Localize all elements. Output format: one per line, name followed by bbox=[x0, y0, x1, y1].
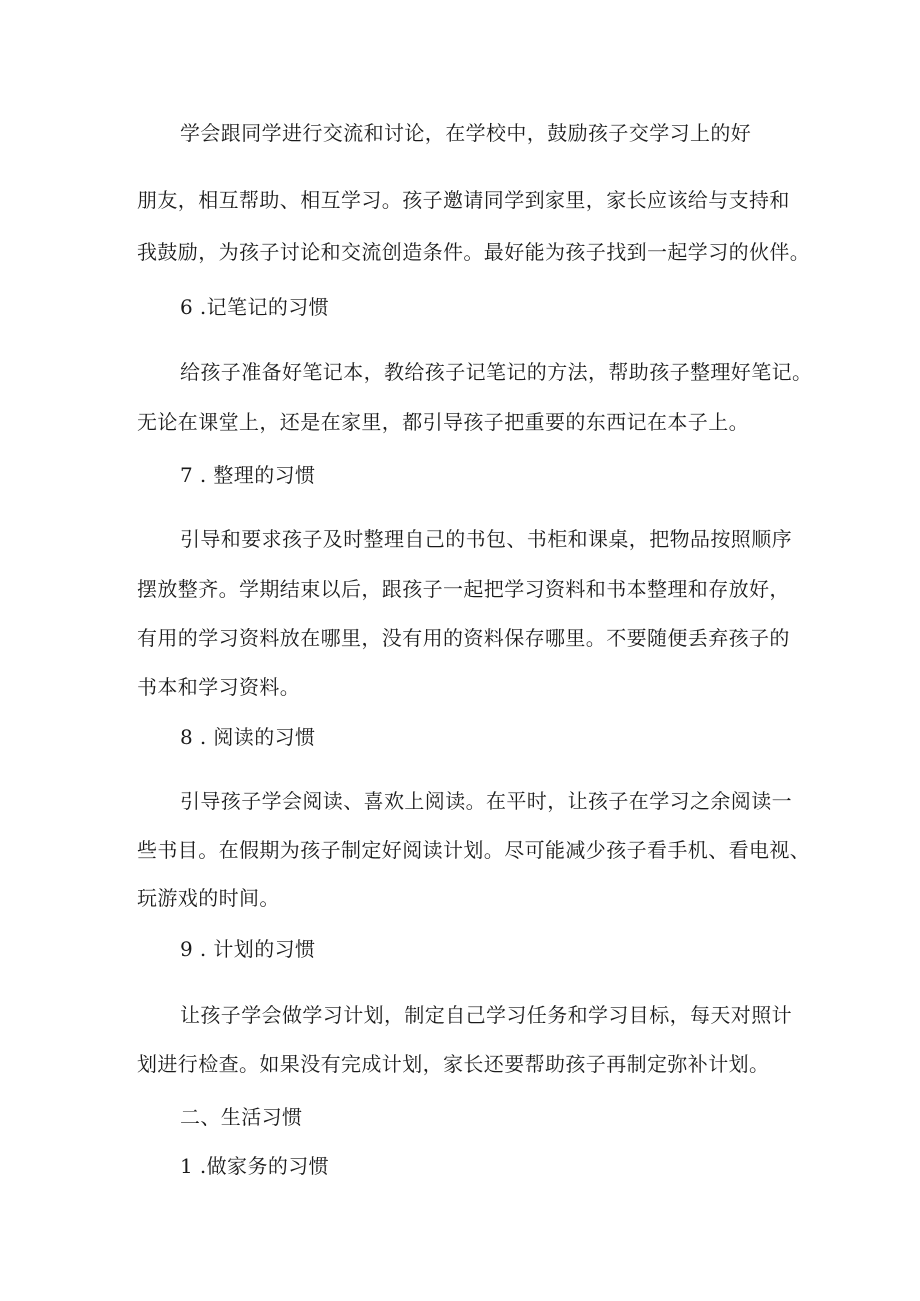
section-heading: 1 .做家务的习惯 bbox=[180, 1154, 330, 1178]
paragraph-line: 玩游戏的时间。 bbox=[137, 886, 280, 910]
section-heading: 8 . 阅读的习惯 bbox=[180, 725, 316, 749]
paragraph-line: 引导和要求孩子及时整理自己的书包、书柜和课桌，把物品按照顺序 bbox=[180, 527, 792, 551]
paragraph-line: 我鼓励，为孩子讨论和交流创造条件。最好能为孩子找到一起学习的伙伴。 bbox=[137, 240, 811, 264]
paragraph-line: 些书目。在假期为孩子制定好阅读计划。尽可能减少孩子看手机、看电视、 bbox=[137, 838, 811, 862]
paragraph-line: 划进行检查。如果没有完成计划，家长还要帮助孩子再制定弥补计划。 bbox=[137, 1052, 770, 1076]
paragraph-line: 无论在课堂上，还是在家里，都引导孩子把重要的东西记在本子上。 bbox=[137, 410, 749, 434]
section-heading: 6 .记笔记的习惯 bbox=[180, 295, 330, 319]
paragraph-line: 引导孩子学会阅读、喜欢上阅读。在平时，让孩子在学习之余阅读一 bbox=[180, 789, 792, 813]
paragraph-line: 学会跟同学进行交流和讨论，在学校中，鼓励孩子交学习上的好 bbox=[180, 121, 752, 145]
chapter-heading: 二、生活习惯 bbox=[180, 1105, 303, 1129]
paragraph-line: 书本和学习资料。 bbox=[137, 675, 301, 699]
paragraph-line: 摆放整齐。学期结束以后，跟孩子一起把学习资料和书本整理和存放好， bbox=[137, 577, 790, 601]
paragraph-line: 给孩子准备好笔记本，教给孩子记笔记的方法，帮助孩子整理好笔记。 bbox=[180, 360, 813, 384]
section-heading: 7 . 整理的习惯 bbox=[180, 463, 316, 487]
paragraph-line: 让孩子学会做学习计划，制定自己学习任务和学习目标，每天对照计 bbox=[180, 1003, 792, 1027]
paragraph-line: 朋友，相互帮助、相互学习。孩子邀请同学到家里，家长应该给与支持和 bbox=[137, 188, 790, 212]
paragraph-line: 有用的学习资料放在哪里，没有用的资料保存哪里。不要随便丢弃孩子的 bbox=[137, 626, 790, 650]
section-heading: 9 . 计划的习惯 bbox=[180, 937, 316, 961]
